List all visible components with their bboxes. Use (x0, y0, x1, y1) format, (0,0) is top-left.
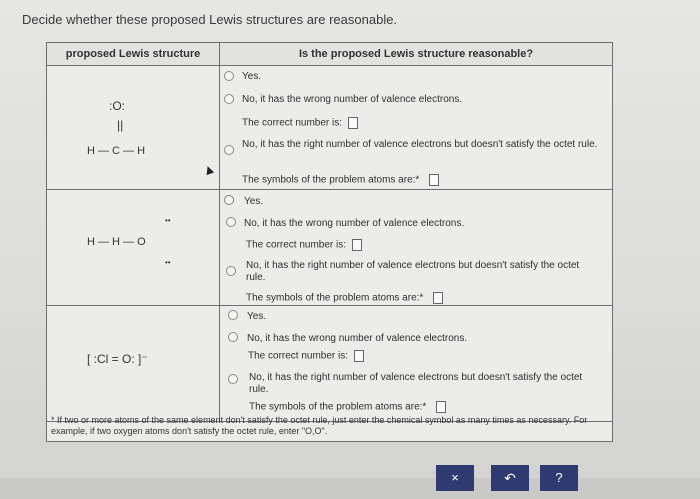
row3-symbols-input[interactable] (436, 401, 446, 413)
column-header-reasonable: Is the proposed Lewis structure reasonable? (220, 43, 612, 66)
row2-symbols-label: The symbols of the problem atoms are:* (246, 292, 424, 304)
row2-wrong-count-label: No, it has the wrong number of valence electrons. (244, 218, 465, 229)
row1-octet-label: No, it has the right number of valence electrons but doesn't satisfy the octet rule. (242, 139, 598, 150)
column-header-structure: proposed Lewis structure (47, 43, 220, 66)
question-text: Decide whether these proposed Lewis structures are reasonable. (22, 12, 398, 27)
row3-octet-label: No, it has the right number of valence electrons but doesn't satisfy the octet rule. (249, 372, 583, 395)
row2-yes-radio-shadow (224, 195, 234, 205)
row2-correct-number-label: The correct number is: (246, 239, 347, 251)
clear-button[interactable]: × (436, 465, 474, 491)
row1-wrong-count-radio[interactable] (224, 94, 234, 104)
structure-line: :O: (109, 99, 126, 113)
row3-yes-label: Yes. (247, 311, 267, 322)
row1-symbols (242, 174, 439, 187)
row1-wrong-count-label: No, it has the wrong number of valence electrons. (242, 94, 463, 105)
structure-formaldehyde (47, 65, 219, 189)
row3-wrong-count-radio[interactable] (228, 332, 238, 342)
row3-correct-number-label: The correct number is: (248, 350, 349, 362)
row2-wrong-count-radio[interactable] (226, 217, 236, 227)
row2-correct-number (246, 239, 362, 252)
lewis-structure-table (46, 42, 613, 442)
row3-correct-number-input[interactable] (354, 350, 364, 362)
row1-correct-number (242, 117, 358, 130)
row2-octet-label: No, it has the right number of valence electrons but doesn't satisfy the octet rule. (246, 260, 580, 283)
bottom-toolbar (0, 478, 700, 499)
structure-line: •• (165, 216, 171, 225)
row2-symbols (246, 292, 443, 305)
row1-symbols-input[interactable] (429, 174, 439, 186)
structure-line: H — H — O (87, 236, 146, 248)
row1-yes-label: Yes. (242, 71, 262, 82)
structure-line: [ :Cl = O: ]⁻ (87, 352, 148, 366)
row3-symbols (249, 401, 446, 414)
row3-octet-radio[interactable] (228, 374, 238, 384)
row3-correct-number (248, 350, 364, 363)
row3-wrong-count-label: No, it has the wrong number of valence electrons. (247, 333, 468, 344)
structure-chlorine-monoxide-ion (47, 306, 219, 421)
row2-octet-radio[interactable] (226, 266, 236, 276)
row2-correct-number-input[interactable] (352, 239, 362, 251)
row2-yes-label: Yes. (244, 196, 264, 207)
structure-line: || (117, 118, 124, 132)
structure-line: H — C — H (87, 145, 146, 157)
row2-symbols-input[interactable] (433, 292, 443, 304)
row1-octet-radio[interactable] (224, 145, 234, 155)
structure-line: •• (165, 258, 171, 267)
row3-symbols-label: The symbols of the problem atoms are:* (249, 401, 427, 413)
row1-correct-number-label: The correct number is: (242, 117, 343, 129)
row3-yes-radio[interactable] (228, 310, 238, 320)
undo-button[interactable]: ↶ (491, 465, 529, 491)
row1-correct-number-input[interactable] (348, 117, 358, 129)
help-button[interactable]: ? (540, 465, 578, 491)
column-divider (219, 65, 220, 421)
row1-yes-radio[interactable] (224, 71, 234, 81)
footnote: * If two or more atoms of the same element don't satisfy the octet rule, just enter the chemical symbol as many times as necessary. For example, if two oxygen atoms don't satisfy the octet rule, enter "O,O". (51, 415, 588, 436)
structure-water-variant (47, 190, 219, 305)
row1-symbols-label: The symbols of the problem atoms are:* (242, 174, 420, 186)
